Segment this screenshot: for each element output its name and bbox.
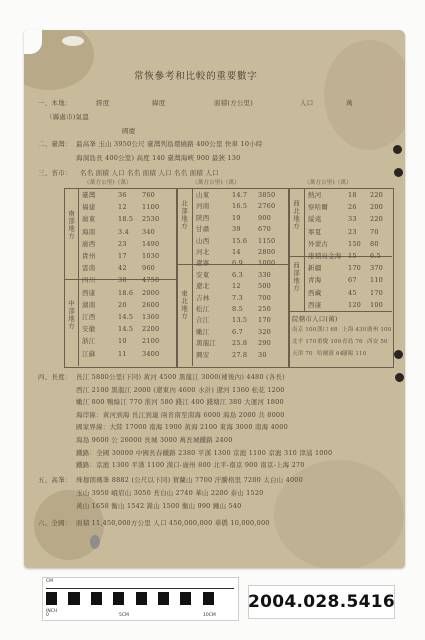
- province-name: 遼北: [196, 282, 210, 291]
- ruler-cell: [46, 592, 57, 605]
- province-name: 貴州: [82, 252, 96, 260]
- ruler-cell: [102, 592, 113, 605]
- province-area: 33: [348, 215, 357, 224]
- province-population: 500: [258, 282, 272, 291]
- province-population: 2530: [142, 215, 160, 224]
- city-entry: 北平 170: [292, 339, 317, 345]
- province-population: 3400: [142, 349, 160, 358]
- ruler-mark: 10CM: [203, 613, 216, 618]
- s5-line: 珠穆朗瑪峯 8882 (公尺以下同) 賀蘭山 7700 汗騰格里 7200 太白山 4000: [76, 476, 303, 484]
- punch-hole: [393, 145, 402, 154]
- province-name: 廣西: [82, 239, 96, 248]
- province-area: 23: [118, 239, 127, 248]
- province-area: 13.5: [232, 316, 248, 325]
- ruler-cell: [169, 592, 180, 605]
- province-name: 西藏: [308, 288, 322, 297]
- province-name: 吉林: [196, 293, 210, 302]
- province-name: 廣東: [82, 215, 96, 224]
- province-population: 670: [258, 225, 272, 234]
- city-entry: 重慶 100: [317, 339, 342, 345]
- province-name: 察哈爾: [308, 203, 329, 212]
- province-population: 30: [258, 350, 267, 359]
- province-population: 1030: [142, 252, 160, 260]
- province-area: 10: [118, 337, 127, 346]
- province-population: 760: [142, 191, 156, 199]
- province-area: 14: [232, 248, 241, 256]
- s4-line: 海島 9600 公 26000 長城 3000 萬長城鐵路 2400: [76, 436, 233, 444]
- ruler-cell: [68, 592, 79, 605]
- province-area: 30: [118, 276, 127, 285]
- province-area: 16.5: [232, 202, 248, 211]
- province-name: 湖南: [82, 300, 96, 309]
- province-area: 27.8: [232, 350, 248, 359]
- province-name: 黑龍江: [196, 339, 217, 348]
- province-area: 14.7: [232, 191, 248, 199]
- s1-item: 經度: [96, 99, 110, 107]
- province-population: 320: [258, 327, 272, 336]
- province-population: 200: [370, 203, 384, 212]
- province-population: 340: [142, 227, 156, 236]
- province-population: 1360: [142, 313, 160, 321]
- document-sheet: [24, 30, 405, 568]
- province-area: 12: [118, 203, 127, 212]
- cities-label: 院轄市人口(萬): [292, 315, 338, 323]
- ruler-ticks: [46, 580, 234, 589]
- s3-header: 名名 面積 人口 名名 面積 人口 名名 面積 人口: [80, 169, 219, 177]
- province-area: 120: [348, 300, 362, 309]
- province-name: 西康: [308, 300, 322, 309]
- province-area: 25.8: [232, 339, 248, 348]
- s6-line: 面積 11,450,000方公里 人口 450,000,000 華僑 10,000,000: [76, 519, 270, 527]
- province-name: 松江: [196, 305, 210, 313]
- province-population: 1490: [142, 239, 160, 248]
- s3-unit: （萬方公里)（萬）: [84, 180, 132, 186]
- s3-unit: （萬方公里)（萬）: [192, 180, 240, 186]
- province-population: 100: [370, 300, 384, 309]
- ruler-cell: [80, 592, 91, 605]
- province-name: 綏遠: [308, 215, 322, 224]
- province-area: 36: [118, 191, 127, 199]
- section-1-label: 一、本地：: [38, 99, 72, 107]
- province-population: 900: [258, 213, 272, 222]
- province-name: 外蒙古: [308, 239, 329, 248]
- province-population: 2760: [258, 202, 276, 211]
- province-population: 250: [258, 305, 272, 313]
- province-area: 15: [348, 252, 357, 260]
- province-population: 3850: [258, 191, 276, 199]
- province-name: 熱河: [308, 191, 322, 199]
- s3-unit: （萬方公里)（萬）: [304, 180, 352, 186]
- s2-line: 最高峯 玉山 3950公尺 臺灣列島環繞路 400公里 快車 10小時: [76, 140, 263, 148]
- s1-item: 緯度: [152, 99, 166, 107]
- province-population: 70: [370, 227, 379, 236]
- city-entry: 青島 76: [342, 339, 363, 345]
- s4-line: 嫩江 800 鴨綠江 770 淮河 580 錢江 400 錢塘江 380 大運河 1800: [76, 398, 284, 407]
- province-population: 2100: [142, 337, 160, 346]
- province-area: 6.9: [232, 259, 243, 268]
- scale-ruler: [42, 577, 239, 621]
- section-2-label: 二、臺灣：: [38, 140, 72, 148]
- s1-sub: 國慶: [122, 127, 136, 135]
- ruler-checker: [46, 592, 225, 605]
- s1-item: 人口: [300, 99, 314, 107]
- ruler-cell: [203, 592, 214, 605]
- province-area: 45: [348, 288, 357, 297]
- s4-line: 長江 5800公里(下同) 黃河 4500 黑龍江 3000(補後內) 4480 (各長): [76, 373, 285, 381]
- s4-line: 海岸線：黃河到海 長江到連 兩省南至南海 6000 海島 2000 共 8000: [76, 410, 285, 419]
- section-5-label: 五、高峯：: [38, 476, 72, 484]
- province-name: 安徽: [82, 325, 96, 334]
- province-name: 河南: [196, 202, 210, 211]
- ruler-cell: [91, 592, 102, 605]
- province-name: 嫩江: [196, 327, 210, 336]
- province-population: 80: [370, 239, 379, 248]
- region-label: 北部地方: [180, 200, 188, 230]
- ink-spot: [90, 535, 100, 549]
- city-entry: 天津 70: [292, 351, 313, 357]
- region-label: 西部地方: [292, 262, 300, 292]
- province-population: 170: [370, 288, 384, 297]
- punch-hole: [395, 373, 404, 382]
- province-population: 170: [258, 316, 272, 325]
- province-population: 700: [258, 293, 272, 302]
- province-area: 18: [348, 191, 357, 199]
- province-population: 2200: [142, 325, 160, 334]
- s5-line: 黃山 1658 衡山 1542 嵩山 1500 衡山 990 鍾山 540: [76, 502, 242, 510]
- doc-title: 常恢參考和比較的重要數字: [134, 71, 258, 82]
- province-name: 興安: [196, 350, 210, 359]
- province-name: 江蘇: [82, 349, 96, 358]
- province-population: 2800: [258, 248, 276, 256]
- province-population: 1150: [258, 236, 276, 245]
- province-area: 20: [118, 300, 127, 309]
- province-area: 17: [118, 252, 127, 260]
- ruler-cell: [136, 592, 147, 605]
- province-area: 19: [232, 213, 241, 222]
- accession-number-label: 2004.028.5416: [248, 585, 395, 619]
- province-area: 23: [348, 227, 357, 236]
- s1-item: 萬: [346, 99, 353, 107]
- s2-line: 海洞島長 400公里) 高度 140 臺灣海峽 900 最狹 130: [76, 154, 241, 162]
- region-label: 西北地方: [292, 200, 300, 230]
- s4-line: 國家界線：大陸 17000 南海 1900 黃海 2100 東海 3000 南海 4000: [76, 423, 288, 432]
- province-area: 170: [348, 264, 362, 273]
- city-entry: 漢口 68: [317, 327, 338, 333]
- province-name: 合江: [196, 316, 210, 325]
- province-population: 2000: [142, 288, 160, 297]
- province-name: 浙江: [82, 337, 96, 346]
- province-area: 6.7: [232, 327, 243, 336]
- ruler-cell: [180, 592, 191, 605]
- ruler-cell: [57, 592, 68, 605]
- province-name: 康積烏金海: [308, 252, 342, 260]
- city-entry: 上海 430: [342, 327, 367, 333]
- province-population: 330: [258, 270, 272, 279]
- province-name: 青海: [308, 276, 322, 285]
- ruler-cell: [214, 592, 225, 605]
- province-name: 雲南: [82, 264, 96, 273]
- province-name: 甘肅: [196, 225, 210, 234]
- ruler-unit-cm: CM: [46, 579, 54, 584]
- punch-hole: [394, 350, 403, 359]
- province-area: 18.5: [118, 215, 134, 224]
- province-name: 河北: [196, 248, 210, 256]
- s5-line: 玉山 3950 峨眉山 3050 長白山 2740 華山 2200 泰山 1520: [76, 489, 264, 497]
- region-label: 南部地方: [67, 210, 75, 240]
- province-area: 3.4: [118, 227, 129, 236]
- province-area: 12: [232, 282, 241, 291]
- s4-line: 西江 2100 黑龍江 2000 (遼東內 4600 水計) 遼河 1360 松花 1200: [76, 385, 285, 394]
- ruler-cell: [158, 592, 169, 605]
- region-label: 東北地方: [180, 290, 188, 320]
- province-name: 福建: [82, 203, 96, 212]
- ruler-mark: 0: [46, 613, 49, 618]
- region-label: 中部地方: [67, 300, 75, 330]
- province-name: 四川: [82, 276, 96, 285]
- province-population: 6.5: [370, 252, 381, 260]
- province-name: 江西: [82, 313, 96, 321]
- section-6-label: 六、全國：: [38, 519, 72, 527]
- ruler-cell: [147, 592, 158, 605]
- province-name: 臺灣: [82, 191, 96, 199]
- s1-item: 面積(方公里): [214, 99, 253, 107]
- province-population: 370: [370, 264, 384, 273]
- city-entry: 廣州 100: [367, 327, 392, 333]
- province-population: 960: [142, 264, 156, 273]
- section-4-label: 四、長度：: [38, 373, 72, 381]
- province-area: 11: [118, 349, 127, 358]
- province-name: 西康: [82, 288, 96, 297]
- province-area: 15.6: [232, 236, 248, 245]
- province-area: 150: [348, 239, 362, 248]
- province-area: 18.6: [118, 288, 134, 297]
- punch-hole: [394, 168, 403, 177]
- ruler-cell: [191, 592, 202, 605]
- province-name: 陝西: [196, 213, 210, 222]
- province-area: 6.3: [232, 270, 243, 279]
- province-area: 14.5: [118, 325, 134, 334]
- province-population: 1100: [142, 203, 160, 212]
- province-area: 14.5: [118, 313, 134, 321]
- province-area: 39: [232, 225, 241, 234]
- province-area: 26: [348, 203, 357, 212]
- city-entry: 哈爾濱 64: [317, 351, 344, 357]
- city-entry: 瀋陽 110: [342, 351, 367, 357]
- city-entry: 西安 50: [367, 339, 388, 345]
- province-area: 7.3: [232, 293, 243, 302]
- s1-note: （縣處市)氣溫: [46, 113, 89, 121]
- province-area: 67: [348, 276, 357, 285]
- province-name: 寧夏: [308, 227, 322, 236]
- section-3-label: 三、省市：: [38, 169, 72, 177]
- province-name: 海南: [82, 227, 96, 236]
- province-population: 4750: [142, 276, 160, 285]
- province-name: 安東: [196, 270, 210, 279]
- province-area: 8.5: [232, 305, 243, 313]
- ruler-mark: 5CM: [119, 613, 129, 618]
- province-population: 220: [370, 215, 384, 224]
- s4-line: 鐵路：全國 30000 中國長春鐵路 2380 平漢 1300 京滬 1100 京滬 310 津浦 1000: [76, 448, 333, 457]
- province-population: 1000: [258, 259, 276, 268]
- province-area: 42: [118, 264, 127, 273]
- s4-line: 鐵路：京滬 1300 平漢 1100 漢口-廣州 800 北平-南京 900 南京-上海 270: [76, 461, 305, 470]
- province-population: 2600: [142, 300, 160, 309]
- ruler-cell: [113, 592, 124, 605]
- province-name: 遼寧: [196, 259, 210, 268]
- province-name: 山東: [196, 191, 210, 199]
- ruler-unit-inch: INCH: [46, 609, 58, 614]
- province-population: 290: [258, 339, 272, 348]
- province-name: 山西: [196, 236, 210, 245]
- province-population: 220: [370, 191, 384, 199]
- province-population: 110: [370, 276, 384, 285]
- ruler-cell: [124, 592, 135, 605]
- province-name: 新疆: [308, 264, 322, 273]
- city-entry: 南京 100: [292, 327, 317, 333]
